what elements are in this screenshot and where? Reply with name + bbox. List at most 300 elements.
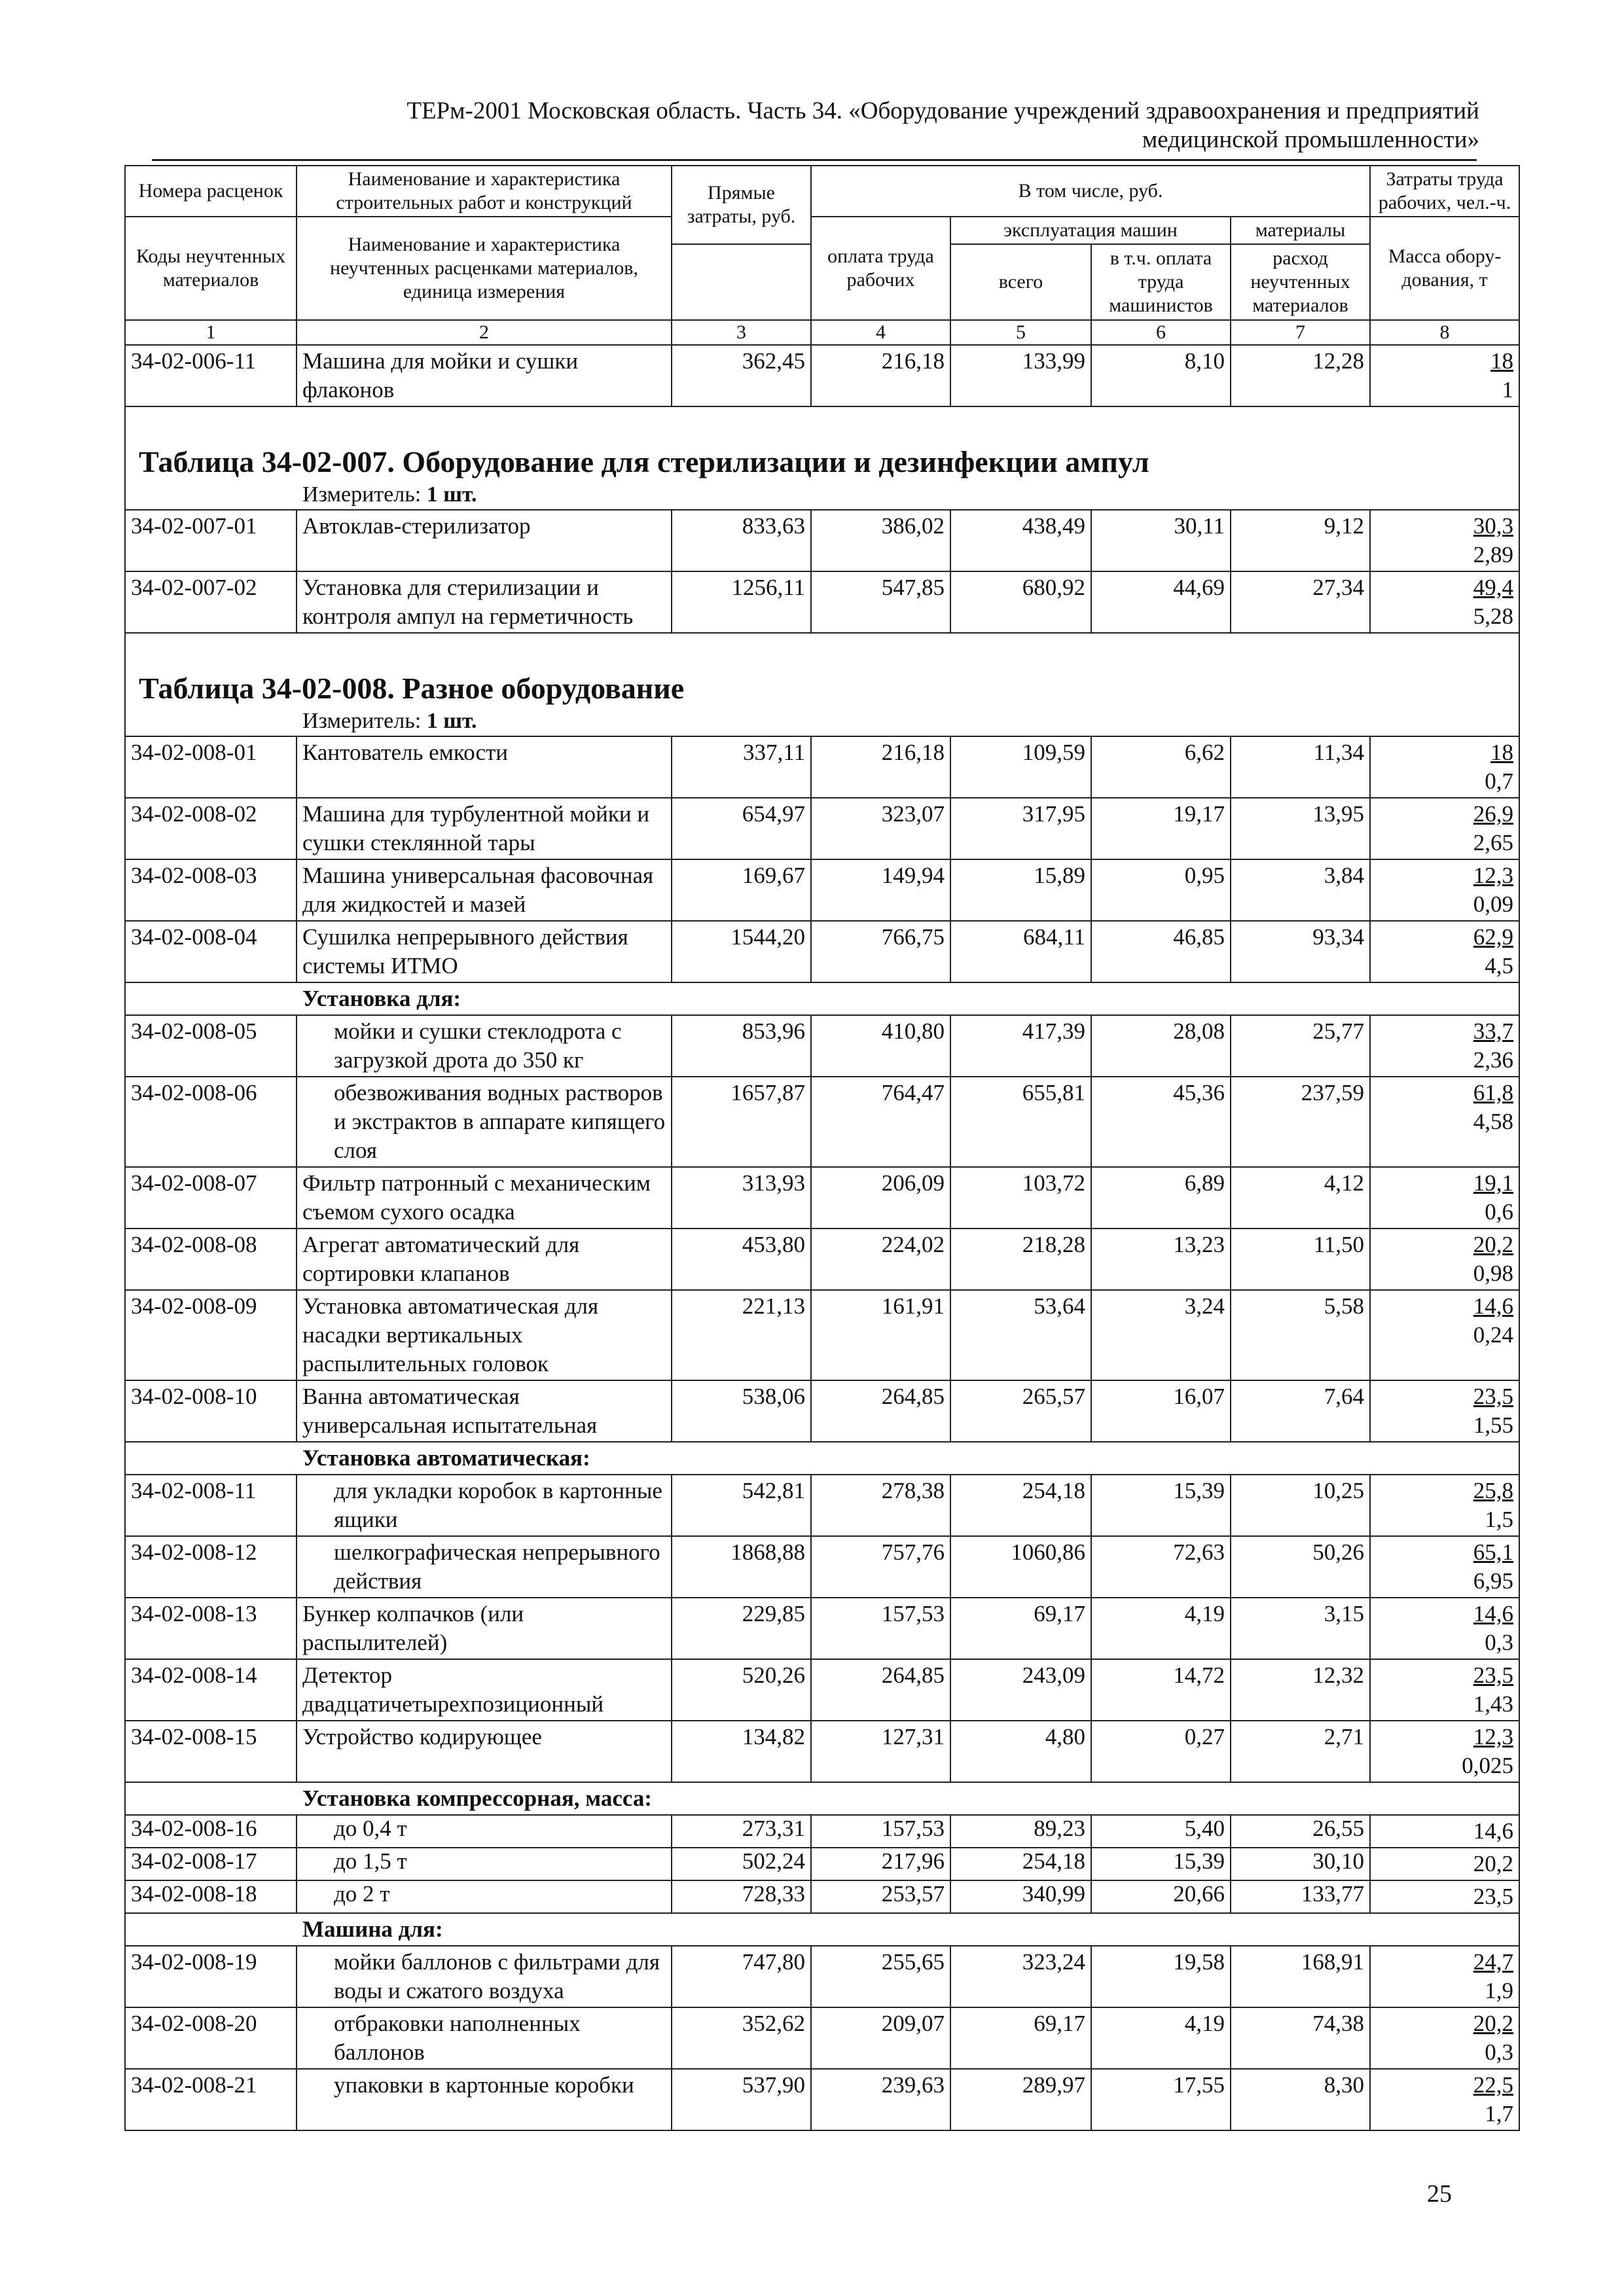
labor-hours-mass: [1370, 1015, 1519, 1077]
rate-name: Установка автоматическая для насадки вертикальных распылительных головок: [297, 1290, 672, 1380]
table-row: [125, 571, 1519, 633]
labor-hours: 62,9: [1473, 924, 1514, 950]
machinist-cost: 19,58: [1091, 1946, 1231, 2007]
equipment-mass: 1: [1502, 377, 1514, 403]
labor-hours-mass: [1370, 1815, 1519, 1848]
machine-cost: 15,89: [950, 859, 1091, 921]
equipment-mass: 2,36: [1473, 1047, 1514, 1073]
col-index: 3: [672, 320, 811, 345]
group-d: [125, 1442, 1519, 1475]
table-row: [125, 1815, 1519, 1848]
labor-hours-mass: [1370, 345, 1519, 406]
rate-name: мойки и сушки стеклодрота с загрузкой дрота до 350 кг: [297, 1015, 672, 1077]
machinist-cost: 15,39: [1091, 1848, 1231, 1880]
material-cost: 7,64: [1231, 1380, 1370, 1442]
col4-header: оплата труда рабочих: [811, 217, 950, 320]
labor-cost: 157,53: [811, 1598, 950, 1659]
equipment-mass: 0,3: [1485, 1630, 1514, 1655]
table-008-rows-e: [125, 1598, 1519, 1782]
group-label: Установка для:: [125, 982, 1519, 1015]
header-rule: [152, 159, 1477, 161]
direct-cost: 273,31: [672, 1815, 811, 1848]
material-cost: 27,34: [1231, 571, 1370, 633]
material-cost: 26,55: [1231, 1815, 1370, 1848]
material-cost: 4,12: [1231, 1167, 1370, 1229]
table-row: [125, 1229, 1519, 1290]
machine-cost: 103,72: [950, 1167, 1091, 1229]
labor-hours: 23,5: [1473, 1662, 1514, 1688]
labor-cost: 757,76: [811, 1536, 950, 1598]
col7-header: расход неучтенных материалов: [1231, 244, 1370, 320]
machinist-cost: 6,89: [1091, 1167, 1231, 1229]
material-cost: 11,50: [1231, 1229, 1370, 1290]
table-row: [125, 1077, 1519, 1167]
machine-cost: 89,23: [950, 1815, 1091, 1848]
material-cost: 25,77: [1231, 1015, 1370, 1077]
labor-hours-mass: [1370, 1380, 1519, 1442]
equipment-mass: 6,95: [1473, 1568, 1514, 1594]
equipment-mass: 0,7: [1485, 768, 1514, 794]
equipment-mass: 1,43: [1473, 1691, 1514, 1717]
table-row: [125, 1536, 1519, 1598]
machinist-cost: 14,72: [1091, 1659, 1231, 1721]
direct-cost: 221,13: [672, 1290, 811, 1380]
col1-bottom-header: Коды неучтенных материалов: [125, 217, 297, 320]
included-header: В том числе, руб.: [811, 166, 1370, 217]
direct-cost: 134,82: [672, 1721, 811, 1782]
labor-cost: 264,85: [811, 1380, 950, 1442]
labor-hours: 18: [1490, 348, 1514, 374]
rate-code: 34-02-008-04: [125, 921, 297, 982]
rate-code: 34-02-008-15: [125, 1721, 297, 1782]
equipment-mass: 1,5: [1485, 1507, 1514, 1532]
labor-hours-mass: [1370, 798, 1519, 859]
labor-hours: 14,6: [1473, 1293, 1514, 1319]
unit-row: [125, 480, 1519, 510]
machine-cost: 323,24: [950, 1946, 1091, 2007]
table-row: [125, 2007, 1519, 2069]
col1-top-header: Номера расценок: [125, 166, 297, 217]
machine-cost: 133,99: [950, 345, 1091, 406]
machinist-cost: 44,69: [1091, 571, 1231, 633]
labor-cost: 157,53: [811, 1815, 950, 1848]
material-cost: 133,77: [1231, 1880, 1370, 1913]
machine-cost: 340,99: [950, 1880, 1091, 1913]
equipment-mass: 5,28: [1473, 603, 1514, 629]
group-label: Установка компрессорная, масса:: [125, 1782, 1519, 1815]
direct-cost: 520,26: [672, 1659, 811, 1721]
material-cost: 168,91: [1231, 1946, 1370, 2007]
direct-cost: 362,45: [672, 345, 811, 406]
machinist-cost: 13,23: [1091, 1229, 1231, 1290]
group-row: [125, 1913, 1519, 1946]
machine-cost: 4,80: [950, 1721, 1091, 1782]
table-row: [125, 1290, 1519, 1380]
equipment-mass: 0,3: [1485, 2039, 1514, 2065]
col5-header: всего: [950, 244, 1091, 320]
col-index: 4: [811, 320, 950, 345]
table-title-row: [125, 406, 1519, 480]
labor-cost: 766,75: [811, 921, 950, 982]
labor-cost: 216,18: [811, 736, 950, 798]
rate-code: 34-02-008-16: [125, 1815, 297, 1848]
material-cost: 12,32: [1231, 1659, 1370, 1721]
direct-cost: 537,90: [672, 2069, 811, 2130]
machinist-cost: 8,10: [1091, 345, 1231, 406]
machinist-cost: 46,85: [1091, 921, 1231, 982]
labor-cost: 224,02: [811, 1229, 950, 1290]
table-008-rows-b: [125, 1015, 1519, 1167]
machine-cost: 438,49: [950, 510, 1091, 571]
col-index: 6: [1091, 320, 1231, 345]
unit-row: [125, 707, 1519, 736]
rate-code: 34-02-007-01: [125, 510, 297, 571]
machine-cost: 680,92: [950, 571, 1091, 633]
labor-hours: 65,1: [1473, 1539, 1514, 1565]
rate-code: 34-02-007-02: [125, 571, 297, 633]
rate-code: 34-02-008-06: [125, 1077, 297, 1167]
labor-hours: 19,1: [1473, 1170, 1514, 1196]
direct-cost: 169,67: [672, 859, 811, 921]
rate-name: Агрегат автоматический для сортировки клапанов: [297, 1229, 672, 1290]
table-row: [125, 1015, 1519, 1077]
rate-name: Кантователь емкости: [297, 736, 672, 798]
machine-cost: 254,18: [950, 1848, 1091, 1880]
table-row: [125, 510, 1519, 571]
equipment-mass: 4,58: [1473, 1109, 1514, 1134]
rate-name: мойки баллонов с фильтрами для воды и сжатого воздуха: [297, 1946, 672, 2007]
labor-hours: 30,3: [1473, 513, 1514, 539]
group-label: Машина для:: [125, 1913, 1519, 1946]
labor-hours: 24,7: [1473, 1949, 1514, 1975]
rates-table: [124, 165, 1520, 2131]
material-cost: 50,26: [1231, 1536, 1370, 1598]
table-008-rows-d: [125, 1475, 1519, 1598]
labor-hours: 25,8: [1473, 1478, 1514, 1503]
labor-hours: 26,9: [1473, 801, 1514, 827]
unit-value: 1 шт.: [426, 709, 477, 733]
direct-cost: 654,97: [672, 798, 811, 859]
direct-cost: 313,93: [672, 1167, 811, 1229]
rate-name: Сушилка непрерывного действия системы ИТМО: [297, 921, 672, 982]
rate-code: 34-02-008-21: [125, 2069, 297, 2130]
labor-hours-mass: [1370, 1848, 1519, 1880]
table-row: [125, 1880, 1519, 1913]
material-cost: 30,10: [1231, 1848, 1370, 1880]
header-line-2: медицинской промышленности»: [1142, 126, 1479, 153]
labor-cost: 547,85: [811, 571, 950, 633]
material-cost: 93,34: [1231, 921, 1370, 982]
group-label: Установка автоматическая:: [125, 1442, 1519, 1475]
rate-code: 34-02-008-13: [125, 1598, 297, 1659]
machinist-cost: 5,40: [1091, 1815, 1231, 1848]
direct-cost: 853,96: [672, 1015, 811, 1077]
group-row: [125, 982, 1519, 1015]
labor-hours-mass: [1370, 859, 1519, 921]
table-008-heading: [125, 633, 1519, 736]
machinist-cost: 15,39: [1091, 1475, 1231, 1536]
machinist-cost: 3,24: [1091, 1290, 1231, 1380]
col3-header: Прямые затраты, руб.: [672, 166, 811, 244]
equipment-mass: 0,09: [1473, 891, 1514, 917]
machine-cost: 684,11: [950, 921, 1091, 982]
table-007-body: [125, 510, 1519, 633]
col8-bottom-header: Масса обору-дования, т: [1370, 217, 1519, 320]
machinist-cost: 0,27: [1091, 1721, 1231, 1782]
machinist-cost: 72,63: [1091, 1536, 1231, 1598]
labor-hours: 22,5: [1473, 2072, 1514, 2098]
labor-hours-mass: [1370, 1721, 1519, 1782]
equipment-mass: 0,24: [1473, 1322, 1514, 1348]
table-row: [125, 1659, 1519, 1721]
rate-code: 34-02-008-10: [125, 1380, 297, 1442]
labor-hours: 23,5: [1473, 1884, 1514, 1909]
equipment-mass: 1,9: [1485, 1978, 1514, 2003]
col2-bottom-header: Наименование и характеристика неучтенных расценками материалов, единица измерения: [297, 217, 672, 320]
equipment-mass: 2,89: [1473, 542, 1514, 567]
labor-hours: 12,3: [1473, 863, 1514, 888]
direct-cost: 728,33: [672, 1880, 811, 1913]
labor-hours-mass: [1370, 1229, 1519, 1290]
machine-cost: 69,17: [950, 2007, 1091, 2069]
labor-hours-mass: [1370, 1536, 1519, 1598]
labor-hours-mass: [1370, 1475, 1519, 1536]
rate-code: 34-02-008-07: [125, 1167, 297, 1229]
labor-hours: 61,8: [1473, 1080, 1514, 1105]
col-index: 7: [1231, 320, 1370, 345]
table-body: [125, 345, 1519, 510]
direct-cost: 502,24: [672, 1848, 811, 1880]
rate-name: Ванна автоматическая универсальная испытательная: [297, 1380, 672, 1442]
col-index: 2: [297, 320, 672, 345]
labor-hours-mass: [1370, 1880, 1519, 1913]
direct-cost: 833,63: [672, 510, 811, 571]
machine-cost: 109,59: [950, 736, 1091, 798]
direct-cost: 352,62: [672, 2007, 811, 2069]
labor-cost: 323,07: [811, 798, 950, 859]
machinist-cost: 4,19: [1091, 1598, 1231, 1659]
machine-cost: 254,18: [950, 1475, 1091, 1536]
machine-cost: 655,81: [950, 1077, 1091, 1167]
labor-hours-mass: [1370, 1946, 1519, 2007]
table-row: [125, 1380, 1519, 1442]
table-row: [125, 921, 1519, 982]
labor-cost: 217,96: [811, 1848, 950, 1880]
labor-cost: 209,07: [811, 2007, 950, 2069]
table-008-rows-c: [125, 1167, 1519, 1442]
material-cost: 13,95: [1231, 798, 1370, 859]
table-008-rows-f: [125, 1815, 1519, 1913]
machinist-cost: 19,17: [1091, 798, 1231, 859]
table-008-rows-g: [125, 1946, 1519, 2130]
header-line-1: ТЕРм-2001 Московская область. Часть 34. «Оборудование учреждений здравоохранения и предприятий: [406, 98, 1479, 124]
col-index: 1: [125, 320, 297, 345]
rate-name: Машина для мойки и сушки флаконов: [297, 345, 672, 406]
labor-cost: 239,63: [811, 2069, 950, 2130]
direct-cost: 542,81: [672, 1475, 811, 1536]
equipment-mass: 2,65: [1473, 830, 1514, 855]
rates-table-frame: [124, 165, 1519, 2148]
rate-code: 34-02-008-09: [125, 1290, 297, 1380]
labor-hours-mass: [1370, 571, 1519, 633]
rate-name: до 1,5 т: [297, 1848, 672, 1880]
direct-cost: 1657,87: [672, 1077, 811, 1167]
rate-name: упаковки в картонные коробки: [297, 2069, 672, 2130]
table-row: [125, 859, 1519, 921]
materials-header: материалы: [1231, 217, 1370, 244]
labor-hours: 20,2: [1473, 1851, 1514, 1876]
rate-name: Машина для турбулентной мойки и сушки стеклянной тары: [297, 798, 672, 859]
labor-cost: 764,47: [811, 1077, 950, 1167]
group-row: [125, 1442, 1519, 1475]
machinist-cost: 0,95: [1091, 859, 1231, 921]
material-cost: 8,30: [1231, 2069, 1370, 2130]
col8-top-header: Затраты труда рабочих, чел.-ч.: [1370, 166, 1519, 217]
labor-hours: 49,4: [1473, 575, 1514, 600]
machine-cost: 289,97: [950, 2069, 1091, 2130]
labor-cost: 386,02: [811, 510, 950, 571]
rate-name: шелкографическая непрерывного действия: [297, 1536, 672, 1598]
rate-code: 34-02-008-05: [125, 1015, 297, 1077]
machine-cost: 243,09: [950, 1659, 1091, 1721]
labor-hours: 23,5: [1473, 1384, 1514, 1409]
group-f: [125, 1782, 1519, 1815]
material-cost: 74,38: [1231, 2007, 1370, 2069]
direct-cost: 337,11: [672, 736, 811, 798]
table-row: [125, 736, 1519, 798]
labor-hours-mass: [1370, 1290, 1519, 1380]
direct-cost: 747,80: [672, 1946, 811, 2007]
direct-cost: 453,80: [672, 1229, 811, 1290]
table-row: [125, 798, 1519, 859]
group-row: [125, 1782, 1519, 1815]
col-index: 8: [1370, 320, 1519, 345]
col-index: 5: [950, 320, 1091, 345]
rate-name: Машина универсальная фасовочная для жидкостей и мазей: [297, 859, 672, 921]
material-cost: 2,71: [1231, 1721, 1370, 1782]
col3-spacer: [672, 244, 811, 320]
unit-label: Измеритель:: [302, 482, 422, 507]
material-cost: 3,84: [1231, 859, 1370, 921]
labor-hours-mass: [1370, 1659, 1519, 1721]
machinist-cost: 28,08: [1091, 1015, 1231, 1077]
machinist-cost: 45,36: [1091, 1077, 1231, 1167]
labor-cost: 255,65: [811, 1946, 950, 2007]
machinist-cost: 17,55: [1091, 2069, 1231, 2130]
direct-cost: 229,85: [672, 1598, 811, 1659]
table-row: [125, 1598, 1519, 1659]
direct-cost: 1868,88: [672, 1536, 811, 1598]
material-cost: 10,25: [1231, 1475, 1370, 1536]
machine-cost: 69,17: [950, 1598, 1091, 1659]
machinist-cost: 30,11: [1091, 510, 1231, 571]
labor-hours-mass: [1370, 510, 1519, 571]
page-number: 25: [1427, 2180, 1452, 2208]
table-008-rows-a: [125, 736, 1519, 982]
rate-name: Устройство кодирующее: [297, 1721, 672, 1782]
labor-cost: 149,94: [811, 859, 950, 921]
labor-cost: 410,80: [811, 1015, 950, 1077]
table-row: [125, 1848, 1519, 1880]
labor-hours-mass: [1370, 1077, 1519, 1167]
rate-name: Детектор двадцатичетырехпозиционный: [297, 1659, 672, 1721]
labor-hours: 18: [1490, 740, 1514, 765]
labor-hours-mass: [1370, 1598, 1519, 1659]
machine-cost: 1060,86: [950, 1536, 1091, 1598]
rate-code: 34-02-008-14: [125, 1659, 297, 1721]
rate-code: 34-02-008-03: [125, 859, 297, 921]
labor-hours: 20,2: [1473, 1232, 1514, 1257]
table-row: [125, 1475, 1519, 1536]
group-b: [125, 982, 1519, 1015]
labor-cost: 264,85: [811, 1659, 950, 1721]
machine-cost: 265,57: [950, 1380, 1091, 1442]
table-row: [125, 1946, 1519, 2007]
equipment-mass: 1,55: [1473, 1412, 1514, 1438]
machinist-cost: 20,66: [1091, 1880, 1231, 1913]
rate-code: 34-02-008-11: [125, 1475, 297, 1536]
labor-hours-mass: [1370, 736, 1519, 798]
equipment-mass: 0,6: [1485, 1199, 1514, 1225]
rate-code: 34-02-008-20: [125, 2007, 297, 2069]
machines-header: эксплуатация машин: [950, 217, 1231, 244]
material-cost: 3,15: [1231, 1598, 1370, 1659]
rate-name: Бункер колпачков (или распылителей): [297, 1598, 672, 1659]
rate-name: для укладки коробок в картонные ящики: [297, 1475, 672, 1536]
unit-label: Измеритель:: [302, 709, 422, 733]
rate-code: 34-02-008-17: [125, 1848, 297, 1880]
labor-cost: 206,09: [811, 1167, 950, 1229]
labor-hours: 14,6: [1473, 1601, 1514, 1626]
table-row: [125, 345, 1519, 406]
direct-cost: 538,06: [672, 1380, 811, 1442]
labor-hours: 14,6: [1473, 1818, 1514, 1844]
equipment-mass: 4,5: [1485, 953, 1514, 978]
labor-hours: 33,7: [1473, 1018, 1514, 1044]
rate-code: 34-02-006-11: [125, 345, 297, 406]
table-008-title: Таблица 34-02-008. Разное оборудование: [139, 672, 685, 705]
material-cost: 237,59: [1231, 1077, 1370, 1167]
equipment-mass: 0,98: [1473, 1261, 1514, 1286]
rate-name: Автоклав-стерилизатор: [297, 510, 672, 571]
labor-hours-mass: [1370, 921, 1519, 982]
rate-name: до 2 т: [297, 1880, 672, 1913]
table-row: [125, 1721, 1519, 1782]
rate-code: 34-02-008-12: [125, 1536, 297, 1598]
col2-top-header: Наименование и характеристика строительных работ и конструкций: [297, 166, 672, 217]
machine-cost: 218,28: [950, 1229, 1091, 1290]
labor-hours: 20,2: [1473, 2011, 1514, 2036]
labor-cost: 127,31: [811, 1721, 950, 1782]
labor-cost: 278,38: [811, 1475, 950, 1536]
rate-code: 34-02-008-19: [125, 1946, 297, 2007]
material-cost: 5,58: [1231, 1290, 1370, 1380]
rate-code: 34-02-008-18: [125, 1880, 297, 1913]
rate-name: обезвоживания водных растворов и экстрактов в аппарате кипящего слоя: [297, 1077, 672, 1167]
rate-code: 34-02-008-01: [125, 736, 297, 798]
rate-name: Установка для стерилизации и контроля ампул на герметичность: [297, 571, 672, 633]
labor-cost: 161,91: [811, 1290, 950, 1380]
machinist-cost: 16,07: [1091, 1380, 1231, 1442]
table-title-row: [125, 633, 1519, 707]
machine-cost: 317,95: [950, 798, 1091, 859]
material-cost: 11,34: [1231, 736, 1370, 798]
machine-cost: 417,39: [950, 1015, 1091, 1077]
labor-hours: 12,3: [1473, 1724, 1514, 1749]
rate-name: до 0,4 т: [297, 1815, 672, 1848]
group-g: [125, 1913, 1519, 1946]
material-cost: 9,12: [1231, 510, 1370, 571]
